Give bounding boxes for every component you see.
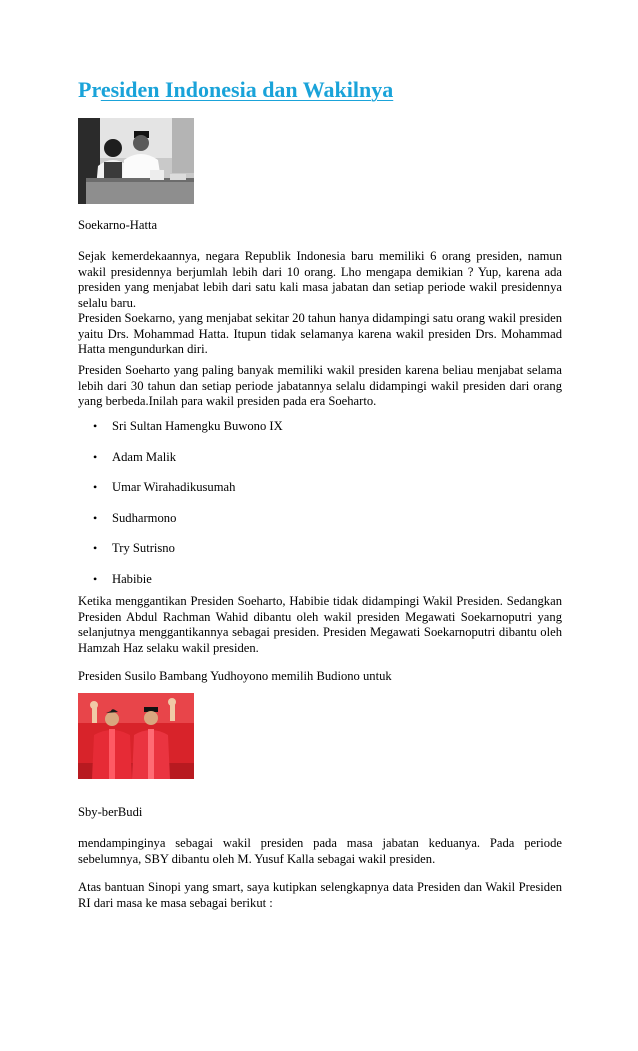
paragraph-soekarno: Presiden Soekarno, yang menjabat sekitar 20 tahun hanya didampingi satu orang wakil presiden yaitu Drs. Mohammad Hatta. Itupun tidak selamanya karena wakil presiden Drs. Mohammad Hatta mengundurkan diri. <box>78 311 562 357</box>
list-item-text: Habibie <box>112 572 152 586</box>
list-item-text: Adam Malik <box>112 450 177 464</box>
bullet-icon: • <box>93 541 98 555</box>
title-prefix: Pr <box>78 77 101 102</box>
photo-bw-image <box>78 118 194 204</box>
paragraph-intro: Sejak kemerdekaannya, negara Republik Indonesia baru memiliki 6 orang presiden, namun wakil presidennya berjumlah lebih dari 10 orang. Lho mengapa demikian ? Yup, karena ada presiden yang menjabat lebih dari satu kali masa jabatan dan setiap periode wakil presidennya selalu baru. <box>78 249 562 310</box>
paragraph-sby-intro: Presiden Susilo Bambang Yudhoyono memilih Budiono untuk <box>78 669 392 683</box>
paragraph-after-soeharto: Ketika menggantikan Presiden Soeharto, Habibie tidak didampingi Wakil Presiden. Sedangkan Presiden Abdul Rachman Wahid dibantu oleh wakil presiden Megawati Soekarnoputri yang selanjutnya menggantikannya sebagai presiden. Presiden Megawati Soekarnoputri dibantu oleh Hamzah Haz selaku wakil presiden. <box>78 594 562 655</box>
photo-sby-boediono <box>78 693 194 779</box>
list-item-text: Sudharmono <box>112 511 177 525</box>
paragraph-sby-second-term: mendampinginya sebagai wakil presiden pada masa jabatan keduanya. Pada periode sebelumnya, SBY dibantu oleh M. Yusuf Kalla sebagai wakil presiden. <box>78 836 562 866</box>
list-item-text: Sri Sultan Hamengku Buwono IX <box>112 419 283 433</box>
caption-sby-berbudi: Sby-berBudi <box>78 805 143 819</box>
title-link-text[interactable]: esiden Indonesia dan Wakilnya <box>100 77 394 102</box>
bullet-icon: • <box>93 511 98 525</box>
paragraph-soeharto: Presiden Soeharto yang paling banyak memiliki wakil presiden karena beliau menjabat selama lebih dari 30 tahun dan setiap periode jabatannya selalu didampingi wakil presiden dari orang yang berbeda.Inilah para wakil presiden pada era Soeharto. <box>78 363 562 409</box>
bullet-icon: • <box>93 450 98 464</box>
caption-soekarno-hatta: Soekarno-Hatta <box>78 218 158 232</box>
bullet-icon: • <box>93 572 98 586</box>
page-title <box>78 76 393 104</box>
bullet-icon: • <box>93 419 98 433</box>
photo-color-image <box>78 693 194 779</box>
list-item-text: Try Sutrisno <box>112 541 175 555</box>
list-item-text: Umar Wirahadikusumah <box>112 480 236 494</box>
bullet-icon: • <box>93 480 98 494</box>
paragraph-closing: Atas bantuan Sinopi yang smart, saya kutipkan selengkapnya data Presiden dan Wakil Presiden RI dari masa ke masa sebagai berikut : <box>78 880 562 910</box>
photo-soekarno-hatta <box>78 118 194 204</box>
